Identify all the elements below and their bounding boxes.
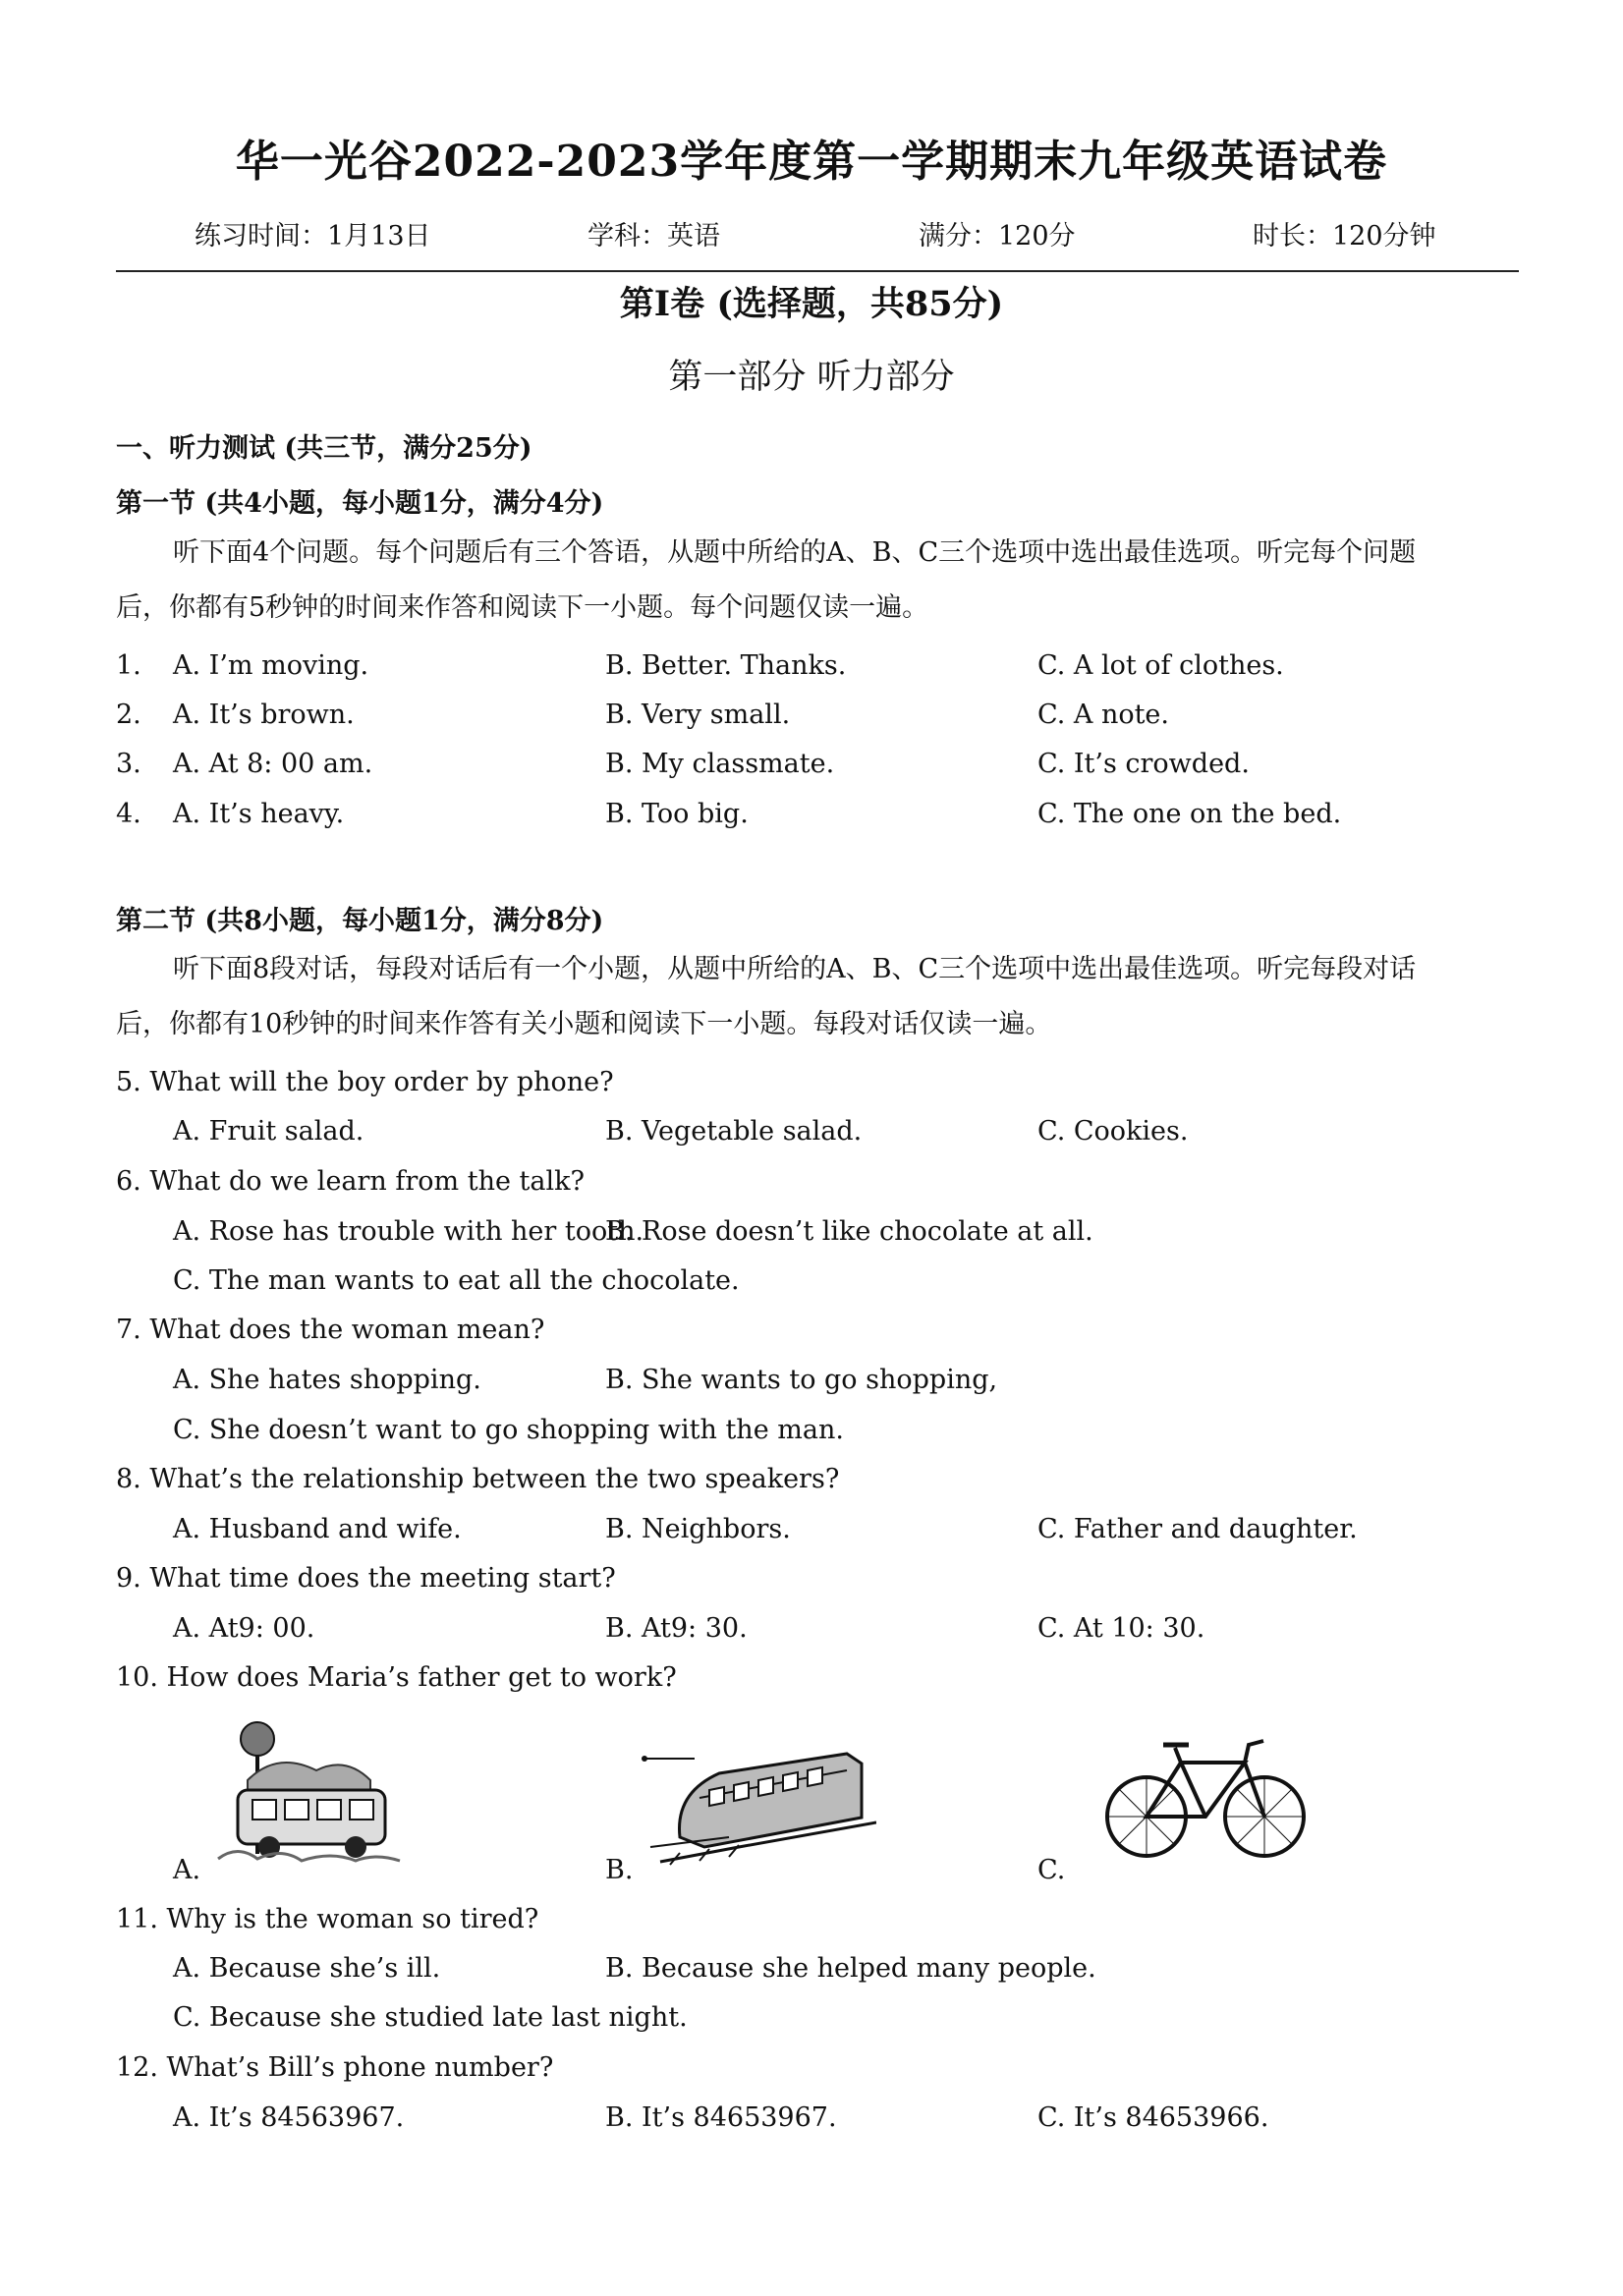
question-stem: 5. What will the boy order by phone?: [116, 1067, 614, 1097]
option-a: A. At9: 00.: [173, 1613, 315, 1644]
question-number: 2.: [116, 700, 141, 730]
option-c: C. The one on the bed.: [1037, 799, 1342, 829]
option-a: A. It’s 84563967.: [173, 2102, 405, 2133]
option-c: C. Father and daughter.: [1037, 1514, 1358, 1544]
question-stem: 6. What do we learn from the talk?: [116, 1166, 585, 1197]
option-a: A. At 8: 00 am.: [173, 749, 373, 779]
part-title: 第一部分 听力部分: [668, 358, 955, 397]
option-c: C. She doesn’t want to go shopping with the man.: [173, 1415, 844, 1445]
option-b: B. Very small.: [605, 700, 791, 730]
question-stem: 7. What does the woman mean?: [116, 1315, 545, 1345]
option-b: B. Vegetable salad.: [605, 1116, 863, 1147]
option-a: A. Because she’s ill.: [173, 1953, 441, 1984]
option-b: B. Neighbors.: [605, 1514, 791, 1544]
question-stem: 11. Why is the woman so tired?: [116, 1904, 539, 1934]
exam-date: 练习时间：1月13日: [195, 221, 431, 252]
option-c: C. Cookies.: [1037, 1116, 1189, 1147]
question-number: 3.: [116, 749, 141, 779]
question-stem: 12. What’s Bill’s phone number?: [116, 2052, 554, 2083]
option-a: A. I’m moving.: [173, 650, 369, 681]
question-stem: 8. What’s the relationship between the two speakers?: [116, 1464, 840, 1494]
train-icon: [641, 1739, 876, 1867]
option-a: A. Husband and wife.: [173, 1514, 462, 1544]
option-b: B. At9: 30.: [605, 1613, 748, 1644]
bus-icon: [208, 1721, 405, 1869]
option-a: A. Fruit salad.: [173, 1116, 364, 1147]
section-heading: 一、听力测试 (共三节，满分25分): [116, 433, 532, 464]
option-c: C. Because she studied late last night.: [173, 2002, 688, 2033]
exam-subject: 学科：英语: [588, 221, 720, 252]
option-a: A.: [173, 1855, 201, 1885]
exam-duration: 时长：120分钟: [1253, 221, 1436, 252]
option-b: B. It’s 84653967.: [605, 2102, 837, 2133]
option-c: C. At 10: 30.: [1037, 1613, 1205, 1644]
option-c: C. The man wants to eat all the chocolate.: [173, 1265, 740, 1296]
option-a: A. She hates shopping.: [173, 1365, 481, 1395]
option-b: B. Too big.: [605, 799, 749, 829]
section2-instructions-line1: 听下面8段对话，每段对话后有一个小题，从题中所给的A、B、C三个选项中选出最佳选项。听完每段对话: [173, 954, 1417, 984]
volume-title: 第I卷 (选择题，共85分): [619, 284, 1004, 324]
section1-instructions-line2: 后，你都有5秒钟的时间来作答和阅读下一小题。每个问题仅读一遍。: [116, 592, 929, 623]
option-b: B. Rose doesn’t like chocolate at all.: [605, 1216, 1093, 1247]
section2-heading: 第二节 (共8小题，每小题1分，满分8分): [116, 906, 604, 936]
question-stem: 10. How does Maria’s father get to work?: [116, 1662, 677, 1693]
question-number: 1.: [116, 650, 141, 681]
exam-full-score: 满分：120分: [919, 221, 1076, 252]
option-c: C. A note.: [1037, 700, 1169, 730]
option-a: A. It’s brown.: [173, 700, 355, 730]
header-divider: [116, 270, 1519, 272]
option-b: B. My classmate.: [605, 749, 835, 779]
option-b: B. Better. Thanks.: [605, 650, 847, 681]
option-c: C. A lot of clothes.: [1037, 650, 1284, 681]
section1-heading: 第一节 (共4小题，每小题1分，满分4分): [116, 488, 604, 519]
section1-instructions-line1: 听下面4个问题。每个问题后有三个答语，从题中所给的A、B、C三个选项中选出最佳选项。听完每个问题: [173, 537, 1417, 568]
option-b: B.: [605, 1855, 634, 1885]
question-stem: 9. What time does the meeting start?: [116, 1563, 616, 1594]
section2-instructions-line2: 后，你都有10秒钟的时间来作答有关小题和阅读下一小题。每段对话仅读一遍。: [116, 1009, 1052, 1039]
option-c: C. It’s crowded.: [1037, 749, 1250, 779]
option-c: C.: [1037, 1855, 1066, 1885]
option-b: B. She wants to go shopping,: [605, 1365, 998, 1395]
question-number: 4.: [116, 799, 141, 829]
option-c: C. It’s 84653966.: [1037, 2102, 1269, 2133]
exam-title: 华一光谷2022-2023学年度第一学期期末九年级英语试卷: [235, 137, 1388, 187]
option-a: A. It’s heavy.: [173, 799, 345, 829]
option-a: A. Rose has trouble with her tooth.: [173, 1216, 644, 1247]
bicycle-icon: [1102, 1723, 1309, 1861]
option-b: B. Because she helped many people.: [605, 1953, 1096, 1984]
